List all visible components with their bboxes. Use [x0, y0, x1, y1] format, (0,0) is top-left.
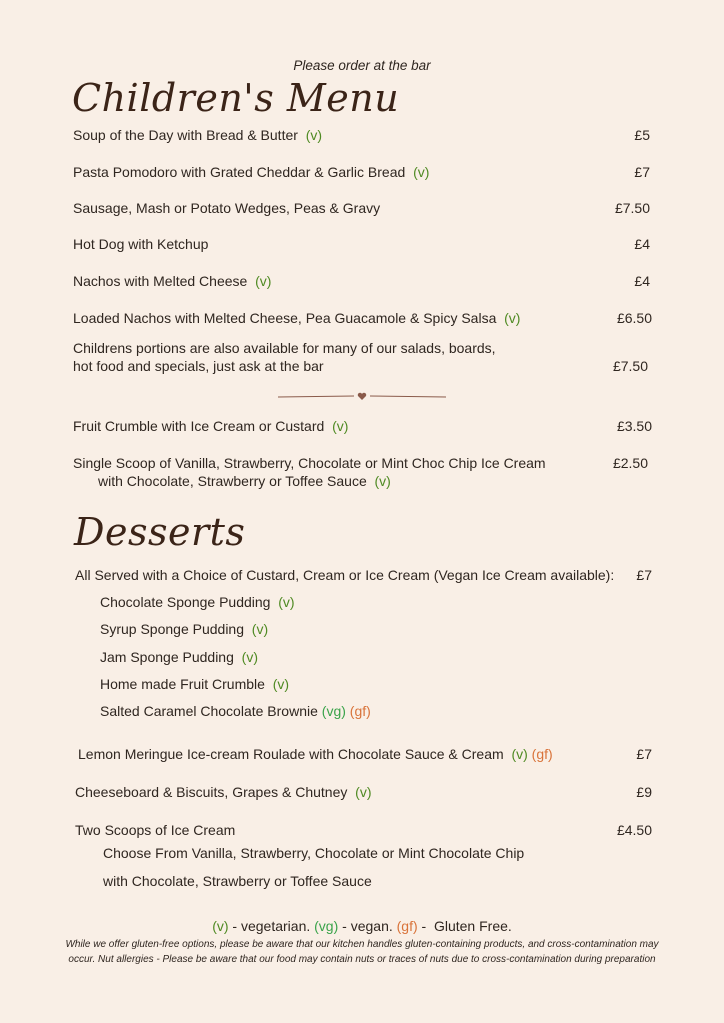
desserts-intro: All Served with a Choice of Custard, Cream or Ice Cream (Vegan Ice Cream available): — [75, 567, 615, 583]
menu-item — [73, 200, 380, 216]
item-price: £7 — [634, 164, 650, 180]
item-price: £9 — [636, 784, 652, 800]
item-name: Fruit Crumble with Ice Cream or Custard — [73, 418, 325, 434]
vegetarian-tag: (v) — [413, 164, 430, 180]
two-scoops-flavours: Choose From Vanilla, Strawberry, Chocolate or Mint Chocolate Chip — [103, 845, 525, 861]
two-scoops-name: Two Scoops of Ice Cream — [75, 822, 236, 838]
portions-note-line1: Childrens portions are also available for many of our salads, boards, — [73, 340, 496, 356]
item-name: Cheeseboard & Biscuits, Grapes & Chutney — [75, 784, 348, 800]
item-price: £5 — [634, 127, 650, 143]
legend-gluten-free-tag: (gf) — [396, 918, 418, 934]
vegetarian-tag: (v) — [255, 273, 272, 289]
item-name: Hot Dog with Ketchup — [73, 236, 209, 252]
item-price: £6.50 — [616, 310, 652, 326]
two-scoops-sauce: with Chocolate, Strawberry or Toffee Sauce — [103, 873, 372, 889]
legend-vegan-tag: (vg) — [314, 918, 339, 934]
item-name: Soup of the Day with Bread & Butter — [73, 127, 298, 143]
gluten-free-tag: (gf) — [349, 703, 371, 719]
item-name: Home made Fruit Crumble — [100, 676, 265, 692]
item-name: Loaded Nachos with Melted Cheese, Pea Guacamole & Spicy Salsa — [73, 310, 497, 326]
order-note: Please order at the bar — [293, 58, 431, 73]
vegetarian-tag: (v) — [251, 621, 269, 637]
scoop-line1: Single Scoop of Vanilla, Strawberry, Chocolate or Mint Choc Chip Ice Cream — [73, 455, 546, 471]
menu-item — [75, 784, 371, 800]
vegetarian-tag: (v) — [504, 310, 521, 326]
legend-gluten-free-text: - Gluten Free. — [417, 918, 512, 934]
item-price: £4 — [634, 273, 650, 289]
item-name: Lemon Meringue Ice-cream Roulade with Chocolate Sauce & Cream — [78, 746, 504, 762]
childrens-menu-title: Children's Menu — [72, 76, 400, 120]
item-price: £3.50 — [616, 418, 652, 434]
vegetarian-tag: (v) — [278, 594, 295, 610]
scoop-line2 — [98, 473, 391, 489]
menu-item — [78, 746, 553, 762]
vegetarian-tag: (v) — [355, 784, 372, 800]
item-name: Syrup Sponge Pudding — [100, 621, 244, 637]
pudding-item — [100, 649, 258, 665]
pudding-item — [100, 594, 295, 610]
heart-divider — [278, 390, 446, 402]
menu-item — [73, 127, 322, 143]
pudding-item — [100, 676, 289, 692]
item-price: £7 — [636, 746, 652, 762]
vegetarian-tag: (v) — [374, 473, 391, 489]
two-scoops-price: £4.50 — [616, 822, 652, 838]
legend-vegan-text: - vegan. — [338, 918, 397, 934]
item-name: Salted Caramel Chocolate Brownie — [100, 703, 318, 719]
item-name: Sausage, Mash or Potato Wedges, Peas & Gravy — [73, 200, 381, 216]
menu-item — [73, 273, 271, 289]
vegetarian-tag: (v) — [272, 676, 290, 692]
menu-item — [73, 418, 348, 434]
pudding-item — [100, 703, 371, 719]
legend-vegetarian-tag: (v) — [212, 918, 229, 934]
item-price: £4 — [634, 236, 650, 252]
desserts-intro-price: £7 — [636, 567, 652, 583]
dietary-legend — [0, 918, 724, 934]
vegetarian-tag: (v) — [511, 746, 528, 762]
desserts-title: Desserts — [74, 510, 246, 554]
item-name: Nachos with Melted Cheese — [73, 273, 248, 289]
item-price: £7.50 — [614, 200, 650, 216]
vegan-tag: (vg) — [321, 703, 346, 719]
menu-item — [73, 310, 520, 326]
item-name: Jam Sponge Pudding — [100, 649, 234, 665]
gluten-free-tag: (gf) — [531, 746, 553, 762]
menu-item — [73, 164, 429, 180]
vegetarian-tag: (v) — [332, 418, 349, 434]
vegetarian-tag: (v) — [241, 649, 258, 665]
menu-item — [73, 236, 208, 252]
vegetarian-tag: (v) — [305, 127, 323, 143]
legend-vegetarian-text: - vegetarian. — [228, 918, 315, 934]
scoop-sauce: with Chocolate, Strawberry or Toffee Sauce — [98, 473, 367, 489]
heart-icon — [358, 393, 366, 400]
portions-price: £7.50 — [612, 358, 648, 374]
item-name: Chocolate Sponge Pudding — [100, 594, 271, 610]
item-name: Pasta Pomodoro with Grated Cheddar & Garlic Bread — [73, 164, 406, 180]
scoop-price: £2.50 — [612, 455, 648, 471]
portions-note-line2: hot food and specials, just ask at the bar — [73, 358, 324, 374]
allergen-disclaimer: While we offer gluten-free options, please be aware that our kitchen handles gluten-containing products, and cross-contamination may occur. Nut allergies - Please be aware that our food may contain nuts or traces of nuts due to cross-contamination during preparation — [65, 939, 659, 965]
pudding-item — [100, 621, 268, 637]
